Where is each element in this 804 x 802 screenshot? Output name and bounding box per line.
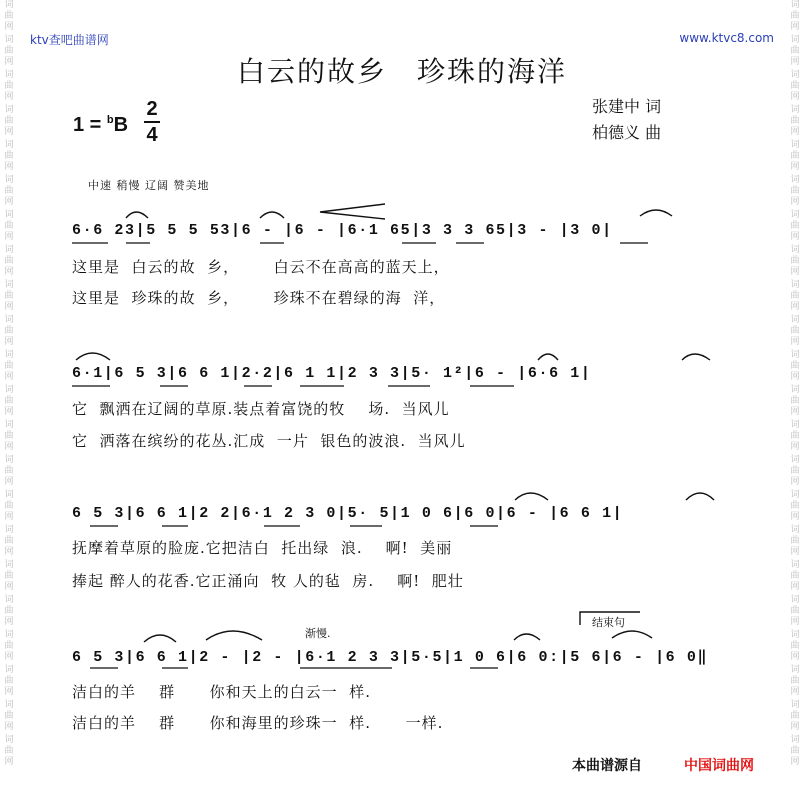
key-prefix: 1 = bbox=[73, 114, 107, 136]
slur bbox=[515, 493, 548, 500]
watermark-text: 词 曲 网 bbox=[790, 105, 800, 137]
watermark-text: 词 曲 网 bbox=[4, 105, 14, 137]
notation-line-1: 6·6 23|5 5 5 53|6 - |6 - |6·1 65|3 3 3 65|3 - |3 0| bbox=[72, 222, 613, 239]
crescendo-hairpin bbox=[320, 204, 385, 219]
tempo-marking: 中速 稍慢 辽阔 赞美地 bbox=[88, 179, 210, 192]
watermark-text: 词 曲 网 bbox=[790, 595, 800, 627]
watermark-text: 词 曲 网 bbox=[790, 385, 800, 417]
time-signature-bar bbox=[144, 121, 160, 123]
watermark-text: 词 曲 网 bbox=[4, 735, 14, 767]
watermark-text: 词 曲 网 bbox=[4, 595, 14, 627]
watermark-text: 词 曲 网 bbox=[790, 140, 800, 172]
lyric-line-2-verse-1: 它 飘洒在辽阔的草原.装点着富饶的牧 场. 当风儿 bbox=[72, 400, 450, 418]
watermark-text: 词 曲 网 bbox=[790, 525, 800, 557]
watermark-text: 词 曲 网 bbox=[790, 0, 800, 32]
watermark-text: 词 曲 网 bbox=[790, 630, 800, 662]
right-watermark-strip bbox=[786, 0, 804, 802]
watermark-text: 词 曲 网 bbox=[790, 665, 800, 697]
watermark-text: 词 曲 网 bbox=[790, 70, 800, 102]
lyric-line-2-verse-2: 它 洒落在缤纷的花丛.汇成 一片 银色的波浪. 当风儿 bbox=[72, 432, 466, 450]
watermark-text: 词 曲 网 bbox=[4, 525, 14, 557]
watermark-text: 词 曲 网 bbox=[4, 490, 14, 522]
slur bbox=[206, 631, 262, 640]
watermark-text: 词 曲 网 bbox=[4, 0, 14, 32]
ending-phrase-marking: 结束句 bbox=[592, 616, 625, 629]
lyric-line-4-verse-2: 洁白的羊 群 你和海里的珍珠一 样. 一样. bbox=[72, 714, 444, 732]
watermark-text: 词 曲 网 bbox=[4, 175, 14, 207]
source-label: 本曲谱源自 bbox=[572, 758, 642, 774]
watermark-text: 词 曲 网 bbox=[790, 455, 800, 487]
watermark-text: 词 曲 网 bbox=[4, 630, 14, 662]
slur bbox=[260, 212, 284, 218]
watermark-text: 词 曲 网 bbox=[790, 315, 800, 347]
slur bbox=[640, 210, 672, 216]
notation-line-4: 6 5 3|6 6 1|2 - |2 - |6·1 2 3 3|5·5|1 0 6|6 0:|5 6|6 - |6 0‖ bbox=[72, 649, 709, 666]
watermark-text: 词 曲 网 bbox=[4, 560, 14, 592]
lyric-line-1-verse-1: 这里是 白云的故 乡， 白云不在高高的蓝天上， bbox=[72, 258, 450, 276]
watermark-text: 词 曲 网 bbox=[790, 420, 800, 452]
slur bbox=[538, 354, 558, 360]
watermark-text: 词 曲 网 bbox=[790, 245, 800, 277]
composer-credit: 柏德义 曲 bbox=[592, 123, 662, 142]
time-signature-top: 2 bbox=[146, 98, 158, 120]
ritardando-marking: 渐慢. bbox=[305, 627, 331, 640]
watermark-text: 词 曲 网 bbox=[4, 420, 14, 452]
watermark-text: 词 曲 网 bbox=[790, 210, 800, 242]
watermark-text: 词 曲 网 bbox=[4, 700, 14, 732]
slur bbox=[144, 635, 176, 642]
notation-line-3: 6 5 3|6 6 1|2 2|6·1 2 3 0|5· 5|1 0 6|6 0|6 - |6 6 1| bbox=[72, 505, 624, 522]
slur bbox=[514, 634, 540, 640]
watermark-text: 词 曲 网 bbox=[790, 700, 800, 732]
watermark-text: 词 曲 网 bbox=[4, 245, 14, 277]
left-watermark-strip bbox=[0, 0, 18, 802]
flat-sign: b bbox=[106, 114, 114, 126]
song-title: 白云的故乡 珍珠的海洋 bbox=[236, 55, 567, 88]
watermark-text: 词 曲 网 bbox=[4, 665, 14, 697]
watermark-text: 词 曲 网 bbox=[790, 735, 800, 767]
slur bbox=[682, 354, 710, 360]
key-signature bbox=[73, 114, 128, 137]
lyric-line-1-verse-2: 这里是 珍珠的故 乡， 珍珠不在碧绿的海 洋， bbox=[72, 289, 446, 307]
time-signature bbox=[144, 98, 160, 146]
slur bbox=[76, 353, 110, 360]
watermark-text: 词 曲 网 bbox=[4, 385, 14, 417]
watermark-text: 词 曲 网 bbox=[790, 175, 800, 207]
credits bbox=[592, 94, 661, 146]
lyric-line-3-verse-2: 捧起 醉人的花香.它正涌向 牧 人的毡 房. 啊! 肥壮 bbox=[72, 572, 464, 590]
watermark-text: 词 曲 网 bbox=[790, 280, 800, 312]
key-note: B bbox=[113, 114, 129, 136]
lyric-line-3-verse-1: 抚摩着草原的脸庞.它把洁白 托出绿 浪. 啊! 美丽 bbox=[72, 539, 453, 557]
site-name-left[interactable]: ktv查吧曲谱网 bbox=[30, 33, 109, 47]
source-site-link[interactable]: 中国词曲网 bbox=[684, 758, 754, 774]
watermark-text: 词 曲 网 bbox=[4, 70, 14, 102]
notation-line-2: 6·1|6 5 3|6 6 1|2·2|6 1 1|2 3 3|5· 1²|6 - |6·6 1| bbox=[72, 365, 592, 382]
watermark-text: 词 曲 网 bbox=[790, 35, 800, 67]
slur bbox=[126, 212, 148, 218]
slur bbox=[612, 631, 652, 638]
site-url-right[interactable]: www.ktvc8.com bbox=[679, 31, 774, 45]
watermark-text: 词 曲 网 bbox=[790, 560, 800, 592]
watermark-text: 词 曲 网 bbox=[4, 35, 14, 67]
watermark-text: 词 曲 网 bbox=[790, 490, 800, 522]
time-signature-bottom: 4 bbox=[146, 124, 158, 146]
watermark-text: 词 曲 网 bbox=[4, 315, 14, 347]
lyric-line-4-verse-1: 洁白的羊 群 你和天上的白云一 样. bbox=[72, 683, 371, 701]
watermark-text: 词 曲 网 bbox=[4, 350, 14, 382]
watermark-text: 词 曲 网 bbox=[4, 455, 14, 487]
watermark-text: 词 曲 网 bbox=[4, 210, 14, 242]
lyricist-credit: 张建中 词 bbox=[592, 97, 662, 116]
watermark-text: 词 曲 网 bbox=[4, 140, 14, 172]
watermark-text: 词 曲 网 bbox=[790, 350, 800, 382]
watermark-text: 词 曲 网 bbox=[4, 280, 14, 312]
slur bbox=[686, 493, 714, 500]
